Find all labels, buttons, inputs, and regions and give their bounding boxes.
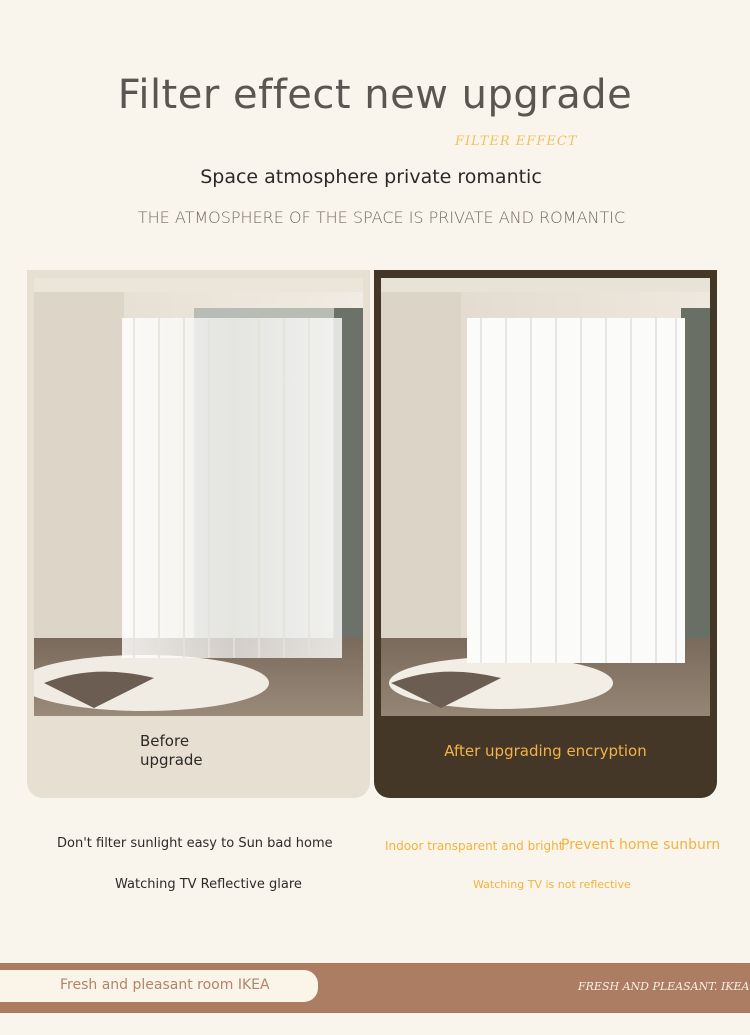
after-label: After upgrading encryption xyxy=(444,742,647,760)
note-right-1b: Prevent home sunburn xyxy=(561,837,721,853)
page-title: Filter effect new upgrade xyxy=(117,72,633,118)
footer-right-text: FRESH AND PLEASANT. IKEA xyxy=(578,980,750,993)
before-label: Before upgrade xyxy=(140,732,203,769)
footer-left-text: Fresh and pleasant room IKEA xyxy=(60,977,270,993)
after-photo xyxy=(381,278,710,716)
bottom-strip xyxy=(0,1013,750,1035)
footer-band xyxy=(0,963,750,1013)
before-photo xyxy=(34,278,363,716)
note-right-2: Watching TV is not reflective xyxy=(473,878,631,891)
caps-subtitle: THE ATMOSPHERE OF THE SPACE IS PRIVATE AND ROMANTIC xyxy=(137,208,626,227)
decorative-script-text: FILTER EFFECT xyxy=(455,134,578,149)
after-panel xyxy=(374,270,717,798)
subtitle: Space atmosphere private romantic xyxy=(200,166,542,188)
note-left-2: Watching TV Reflective glare xyxy=(115,877,302,892)
before-panel xyxy=(27,270,370,798)
note-left-1: Don't filter sunlight easy to Sun bad home xyxy=(57,836,333,851)
footer-pill xyxy=(0,970,318,1002)
note-right-1a: Indoor transparent and bright xyxy=(385,839,564,853)
